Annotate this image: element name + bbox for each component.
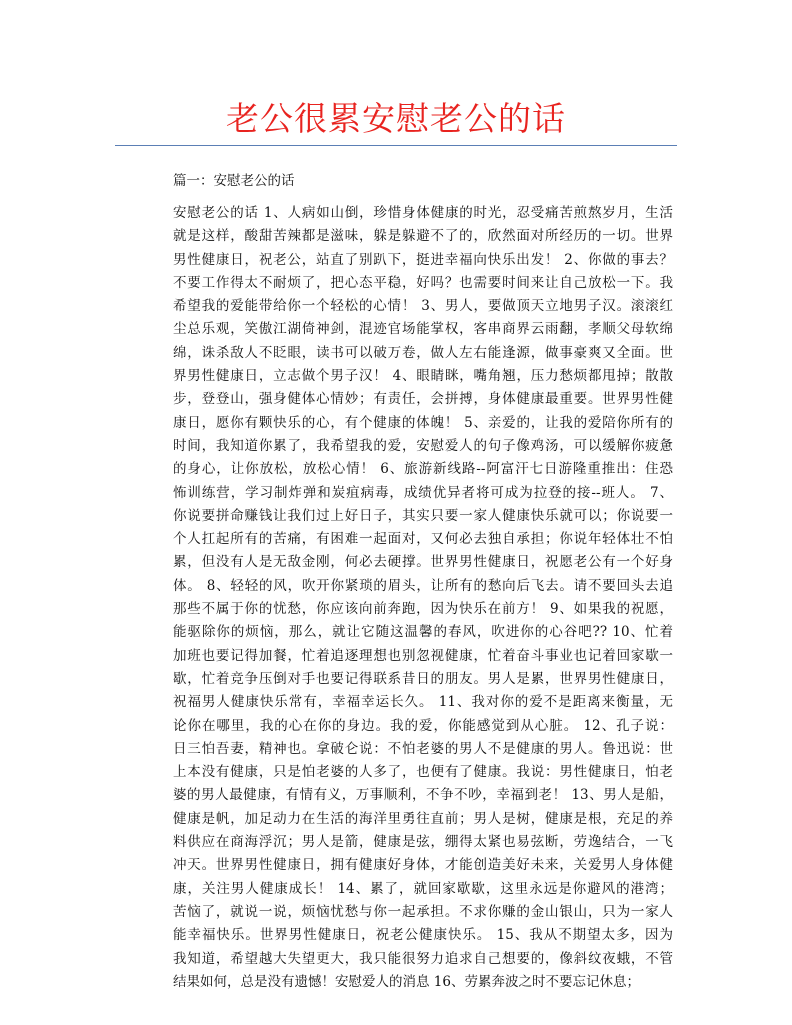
section-heading: 篇一：安慰老公的话 [173, 173, 295, 189]
body-line: 康，关注男人健康成长！ 14、累了，就回家歇歇，这里永远是你避风的港湾； [173, 880, 673, 897]
document-title: 老公很累安慰老公的话 [226, 99, 566, 138]
body-line: 步，登登山，强身健体心情妙；有责任，会拼搏，身体健康最重要。世界男性健 [173, 391, 673, 408]
body-line: 界男性健康日，立志做个男子汉！ 4、眼睛眯，嘴角翘，压力愁烦都甩掉；散散 [173, 368, 673, 385]
body-line: 你说要拼命赚钱让我们过上好日子，其实只要一家人健康快乐就可以；你说要一 [173, 507, 673, 524]
body-line: 男性健康日，祝老公，站直了别趴下，挺进幸福向快乐出发！ 2、你做的事去？ [173, 251, 673, 268]
body-line: 时间，我知道你累了，我希望我的爱，安慰爱人的句子像鸡汤，可以缓解你疲惫 [173, 437, 673, 454]
body-line: 的身心，让你放松，放松心情！ 6、旅游新线路--阿富汗七日游隆重推出：住恐 [173, 461, 673, 478]
body-line: 怖训练营，学习制炸弹和炭疽病毒，成绩优异者将可成为拉登的接--班人。 7、 [173, 484, 673, 501]
body-line: 我知道，希望越大失望更大，我只能很努力追求自己想要的，像斜纹夜蛾，不管 [173, 950, 673, 967]
body-line: 个人扛起所有的苦痛，有困难一起面对，又何必去独自承担；你说年轻体壮不怕 [173, 531, 673, 548]
body-line: 加班也要记得加餐，忙着追逐理想也别忽视健康，忙着奋斗事业也记着回家歇一 [173, 647, 673, 664]
body-line: 上本没有健康，只是怕老婆的人多了，也便有了健康。我说：男性健康日，怕老 [173, 764, 673, 781]
body-line: 希望我的爱能带给你一个轻松的心情！ 3、男人，要做顶天立地男子汉。滚滚红 [173, 298, 673, 315]
body-paragraph [173, 202, 673, 994]
body-line: 安慰老公的话 1、人病如山倒，珍惜身体健康的时光，忍受痛苦煎熬岁月，生活 [173, 205, 673, 221]
body-line: 健康是帆，加足动力在生活的海洋里勇往直前；男人是树，健康是根，充足的养 [173, 810, 673, 827]
body-line: 能驱除你的烦恼，那么，就让它随这温馨的春风，吹进你的心谷吧?? 10、忙着 [173, 624, 673, 641]
body-line: 累，但没有人是无敌金刚，何必去硬撑。世界男性健康日，祝愿老公有一个好身 [173, 554, 673, 571]
body-line: 就是这样，酸甜苦辣都是滋味，躲是躲避不了的，欣然面对所经历的一切。世界 [173, 228, 673, 245]
body-line: 料供应在商海浮沉；男人是箭，健康是弦，绷得太紧也易弦断，劳逸结合，一飞 [173, 834, 673, 851]
title-divider [115, 145, 677, 146]
body-line: 康日，愿你有颗快乐的心，有个健康的体魄！ 5、亲爱的，让我的爱陪你所有的 [173, 414, 673, 431]
body-line: 冲天。世界男性健康日，拥有健康好身体，才能创造美好未来，关爱男人身体健 [173, 857, 673, 874]
body-line: 尘总乐观，笑傲江湖倚神剑，混迹官场能掌权，客串商界云雨翻，孝顺父母软绵 [173, 321, 673, 338]
body-line: 结果如何，总是没有遗憾！安慰爱人的消息 16、劳累奔波之时不要忘记休息； [173, 973, 640, 990]
body-line: 祝福男人健康快乐常有，幸福幸运长久。 11、我对你的爱不是距离来衡量，无 [173, 694, 673, 711]
body-line: 日三怕吾妻，精神也。拿破仑说：不怕老婆的男人不是健康的男人。鲁迅说：世 [173, 740, 673, 757]
body-line: 体。 8、轻轻的风，吹开你紧琐的眉头，让所有的愁向后飞去。请不要回头去追 [173, 577, 673, 594]
body-line: 那些不属于你的忧愁，你应该向前奔跑，因为快乐在前方！ 9、如果我的祝愿， [173, 601, 673, 618]
body-line: 歇，忙着竞争压倒对手也要记得联系昔日的朋友。男人是累，世界男性健康日， [173, 670, 673, 687]
body-line: 论你在哪里，我的心在你的身边。我的爱，你能感觉到从心脏。 12、孔子说： [173, 717, 673, 734]
body-line: 婆的男人最健康，有情有义，万事顺利，不争不吵，幸福到老！ 13、男人是船， [173, 787, 673, 804]
body-line: 能幸福快乐。世界男性健康日，祝老公健康快乐。 15、我从不期望太多，因为 [173, 927, 673, 944]
body-line: 不要工作得太不耐烦了，把心态平稳，好吗？也需要时间来让自己放松一下。我 [173, 274, 673, 291]
body-line: 绵，诛杀敌人不眨眼，读书可以破万卷，做人左右能逢源，做事豪爽又全面。世 [173, 344, 673, 361]
body-line: 苦恼了，就说一说，烦恼忧愁与你一起承担。不求你赚的金山银山，只为一家人 [173, 903, 673, 920]
